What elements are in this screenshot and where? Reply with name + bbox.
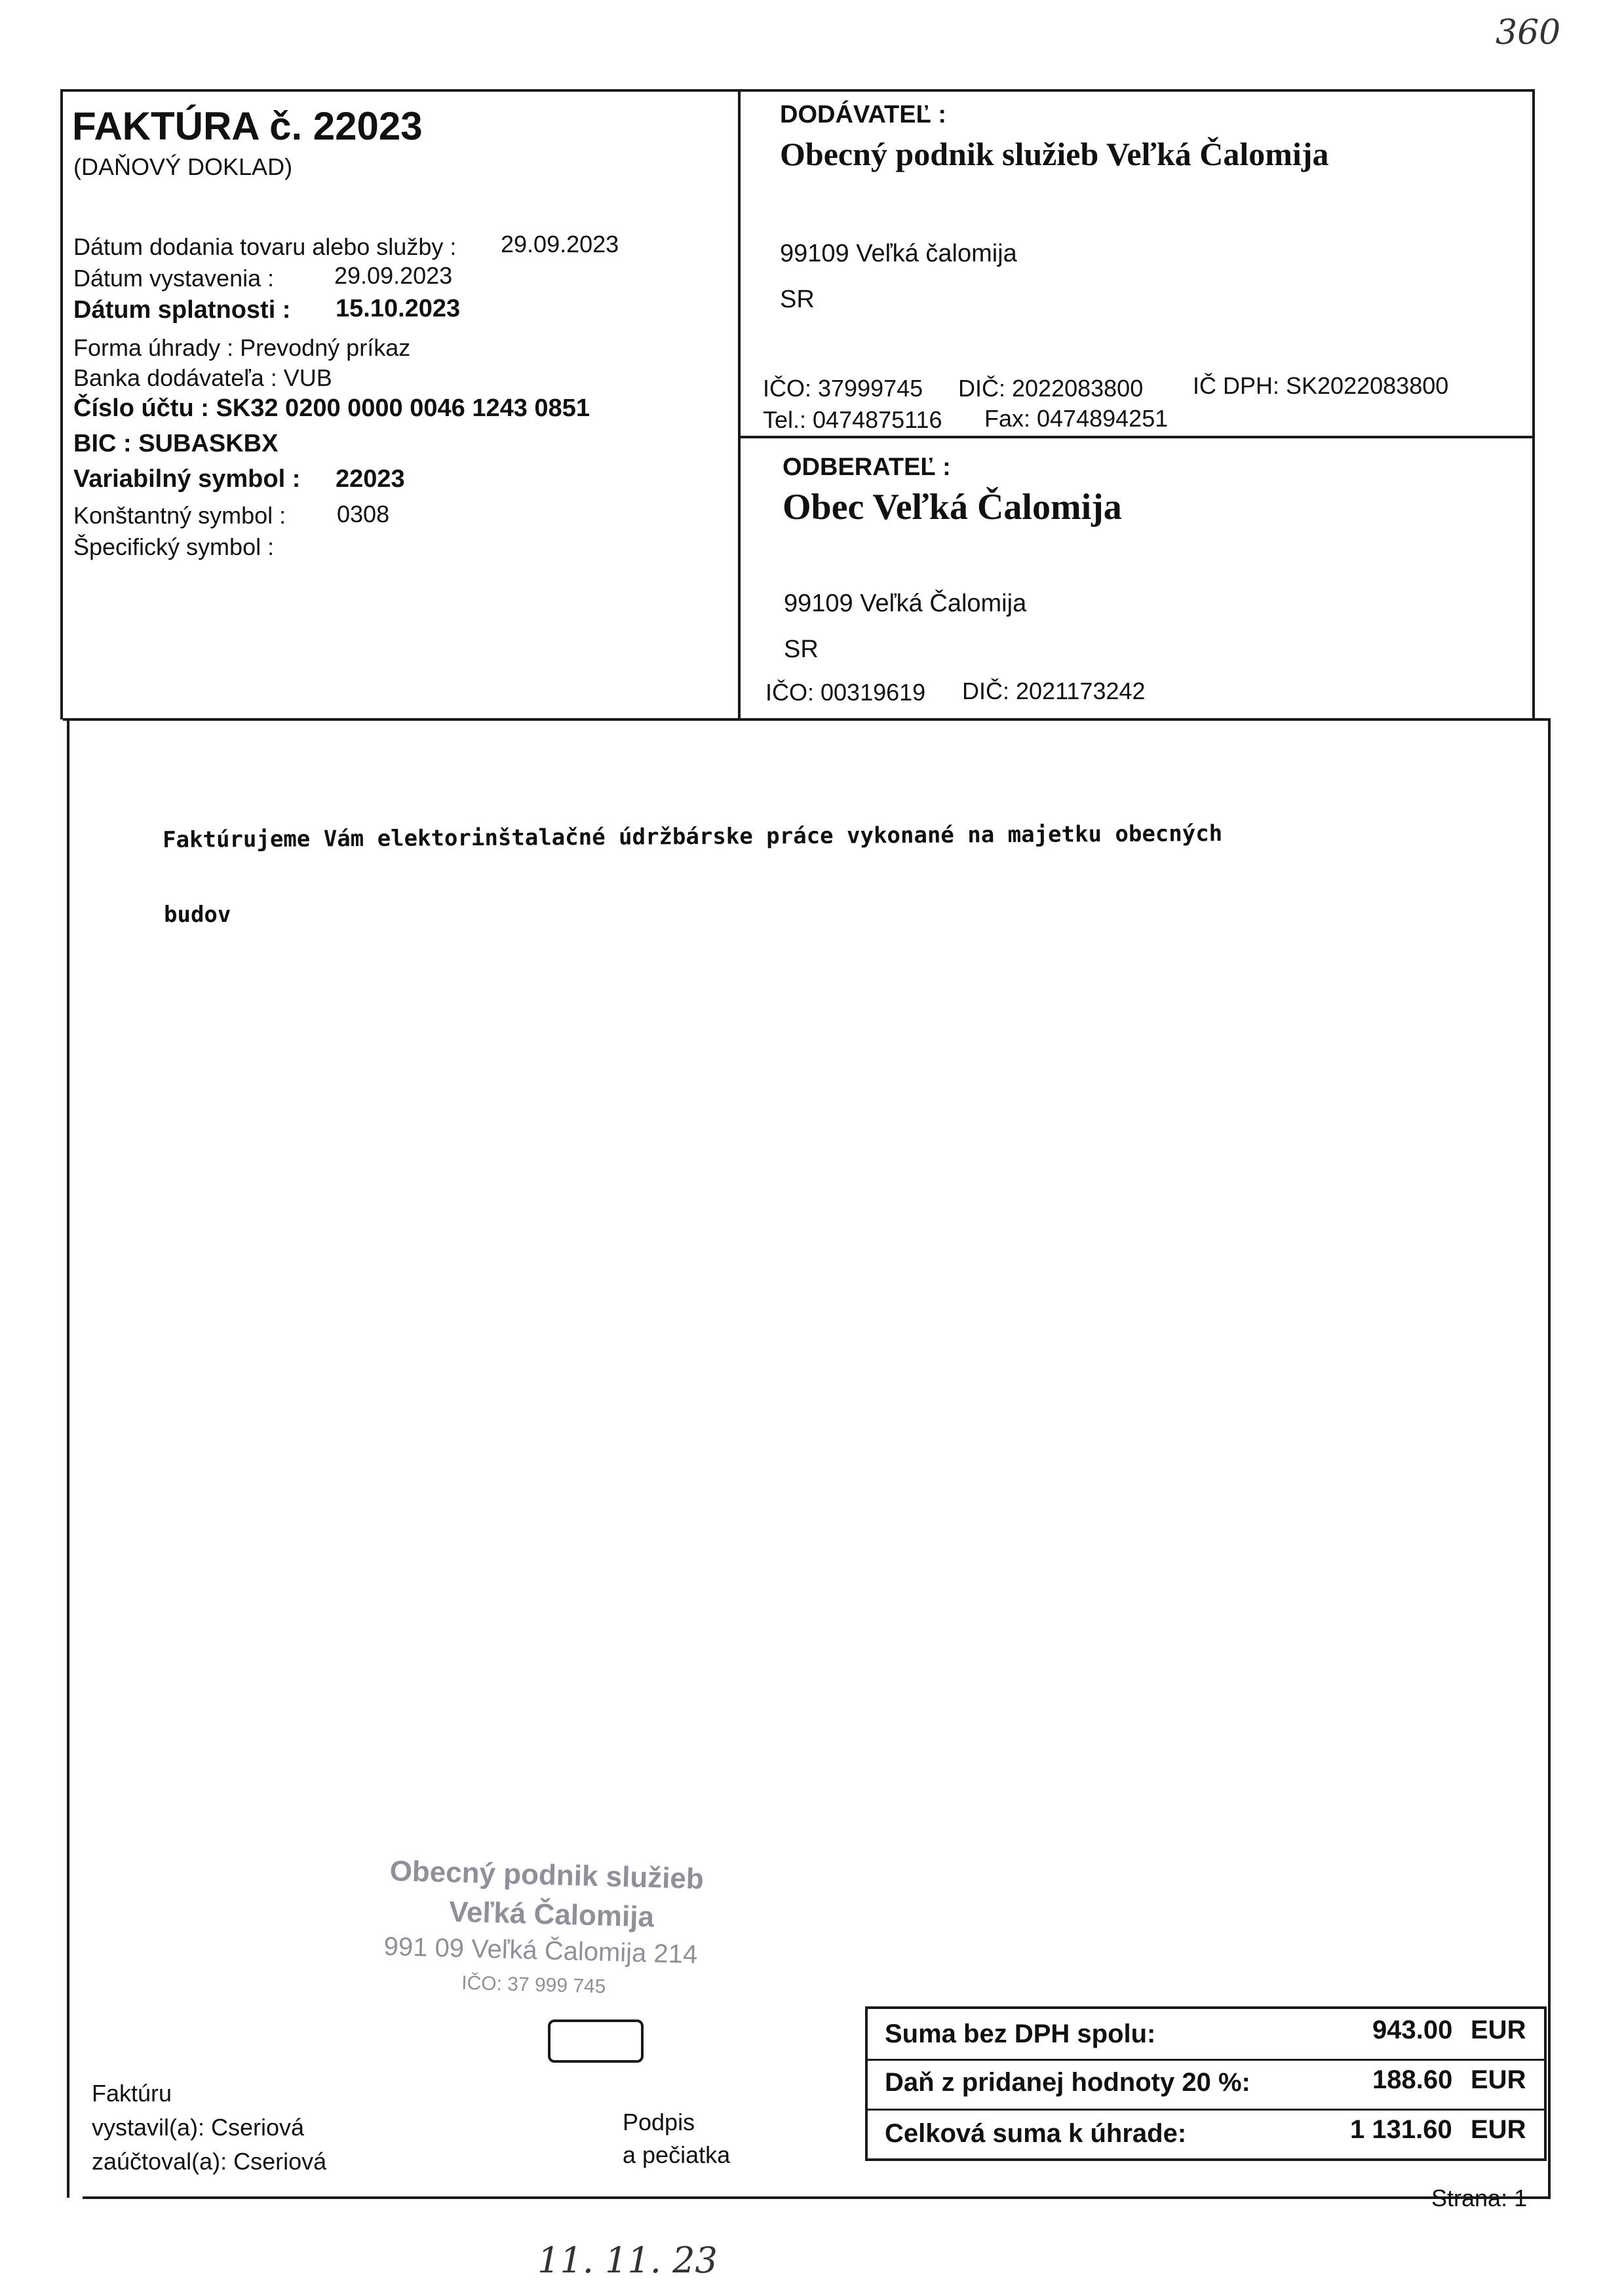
customer-address: 99109 Veľká Čalomija	[784, 590, 1027, 617]
supplier-dic: DIČ: 2022083800	[958, 375, 1144, 402]
customer-dic: DIČ: 2021173242	[962, 678, 1146, 704]
supplier-name: Obecný podnik služieb Veľká Čalomija	[780, 136, 1329, 172]
stamp-line-4: IČO: 37 999 745	[461, 1972, 606, 1998]
supplier-icdph: IČ DPH: SK2022083800	[1193, 372, 1449, 399]
stamp-line-1: Obecný podnik služieb	[389, 1854, 705, 1896]
frame-left-lower	[67, 719, 69, 2198]
due-date-value: 15.10.2023	[336, 295, 461, 322]
delivery-date-label: Dátum dodania tovaru alebo služby :	[73, 233, 457, 260]
specific-symbol-label: Špecifický symbol :	[73, 533, 275, 560]
issue-date-value: 29.09.2023	[334, 262, 453, 289]
customer-ico: IČO: 00319619	[765, 679, 926, 706]
bic-code: BIC : SUBASKBX	[73, 430, 279, 457]
total-currency: EUR	[1471, 2115, 1526, 2144]
frame-top	[60, 89, 1532, 92]
frame-right-lower	[1548, 719, 1551, 2198]
subtotal-currency: EUR	[1471, 2016, 1526, 2044]
vat-label: Daň z pridanej hodnoty 20 %:	[885, 2068, 1250, 2097]
header-bottom-rule	[63, 718, 1551, 721]
signature-label-2: a pečiatka	[623, 2141, 731, 2168]
company-stamp	[382, 1855, 753, 2029]
customer-heading: ODBERATEĽ :	[783, 453, 951, 481]
frame-left	[60, 89, 63, 719]
variable-symbol-value: 22023	[336, 465, 405, 493]
account-number: Číslo účtu : SK32 0200 0000 0046 1243 0851	[73, 394, 590, 422]
issued-by: vystavil(a): Cseriová	[92, 2114, 305, 2141]
constant-symbol-label: Konštantný symbol :	[73, 502, 286, 529]
subtotal-value: 943.00	[1372, 2016, 1453, 2044]
supplier-address: 99109 Veľká čalomija	[780, 240, 1017, 267]
supplier-customer-divider	[741, 436, 1534, 438]
vat-currency: EUR	[1471, 2065, 1526, 2094]
supplier-heading: DODÁVATEĽ :	[780, 101, 947, 128]
total-label: Celková suma k úhrade:	[885, 2119, 1187, 2148]
issued-label: Faktúru	[92, 2080, 172, 2107]
customer-country: SR	[784, 636, 819, 663]
handwritten-page-number: 360	[1496, 13, 1561, 52]
invoice-description-line1: Faktúrujeme Vám elektorinštalačné údržbárske práce vykonané na majetku obecných	[163, 820, 1223, 853]
supplier-bank: Banka dodávateľa : VUB	[73, 364, 332, 391]
signature-box	[548, 2019, 644, 2063]
supplier-fax: Fax: 0474894251	[984, 405, 1169, 432]
total-value: 1 131.60	[1350, 2115, 1452, 2144]
issue-date-label: Dátum vystavenia :	[73, 265, 275, 292]
booked-by: zaúčtoval(a): Cseriová	[92, 2148, 327, 2175]
totals-row-divider-2	[868, 2109, 1544, 2111]
invoice-subtitle: (DAŇOVÝ DOKLAD)	[73, 153, 293, 180]
variable-symbol-label: Variabilný symbol :	[73, 465, 301, 493]
vat-value: 188.60	[1372, 2065, 1453, 2094]
page-indicator: Strana: 1	[1431, 2185, 1528, 2211]
supplier-country: SR	[780, 286, 815, 313]
delivery-date-value: 29.09.2023	[501, 231, 619, 258]
stamp-line-2: Veľká Čalomija	[448, 1896, 655, 1934]
customer-name: Obec Veľká Čalomija	[783, 487, 1122, 527]
supplier-tel: Tel.: 0474875116	[763, 406, 942, 433]
header-vertical-divider	[738, 89, 741, 719]
supplier-ico: IČO: 37999745	[763, 375, 923, 402]
totals-row-divider-1	[868, 2059, 1544, 2061]
handwritten-date: 11. 11. 23	[537, 2240, 718, 2281]
constant-symbol-value: 0308	[337, 501, 390, 527]
stamp-line-3: 991 09 Veľká Čalomija 214	[383, 1932, 698, 1970]
frame-right	[1532, 89, 1535, 719]
subtotal-label: Suma bez DPH spolu:	[885, 2019, 1156, 2048]
due-date-label: Dátum splatnosti :	[73, 296, 291, 324]
signature-label-1: Podpis	[623, 2109, 695, 2135]
frame-bottom	[83, 2196, 1551, 2199]
payment-method: Forma úhrady : Prevodný príkaz	[73, 334, 411, 361]
invoice-title: FAKTÚRA č. 22023	[72, 104, 423, 148]
invoice-description-line2: budov	[164, 902, 231, 928]
